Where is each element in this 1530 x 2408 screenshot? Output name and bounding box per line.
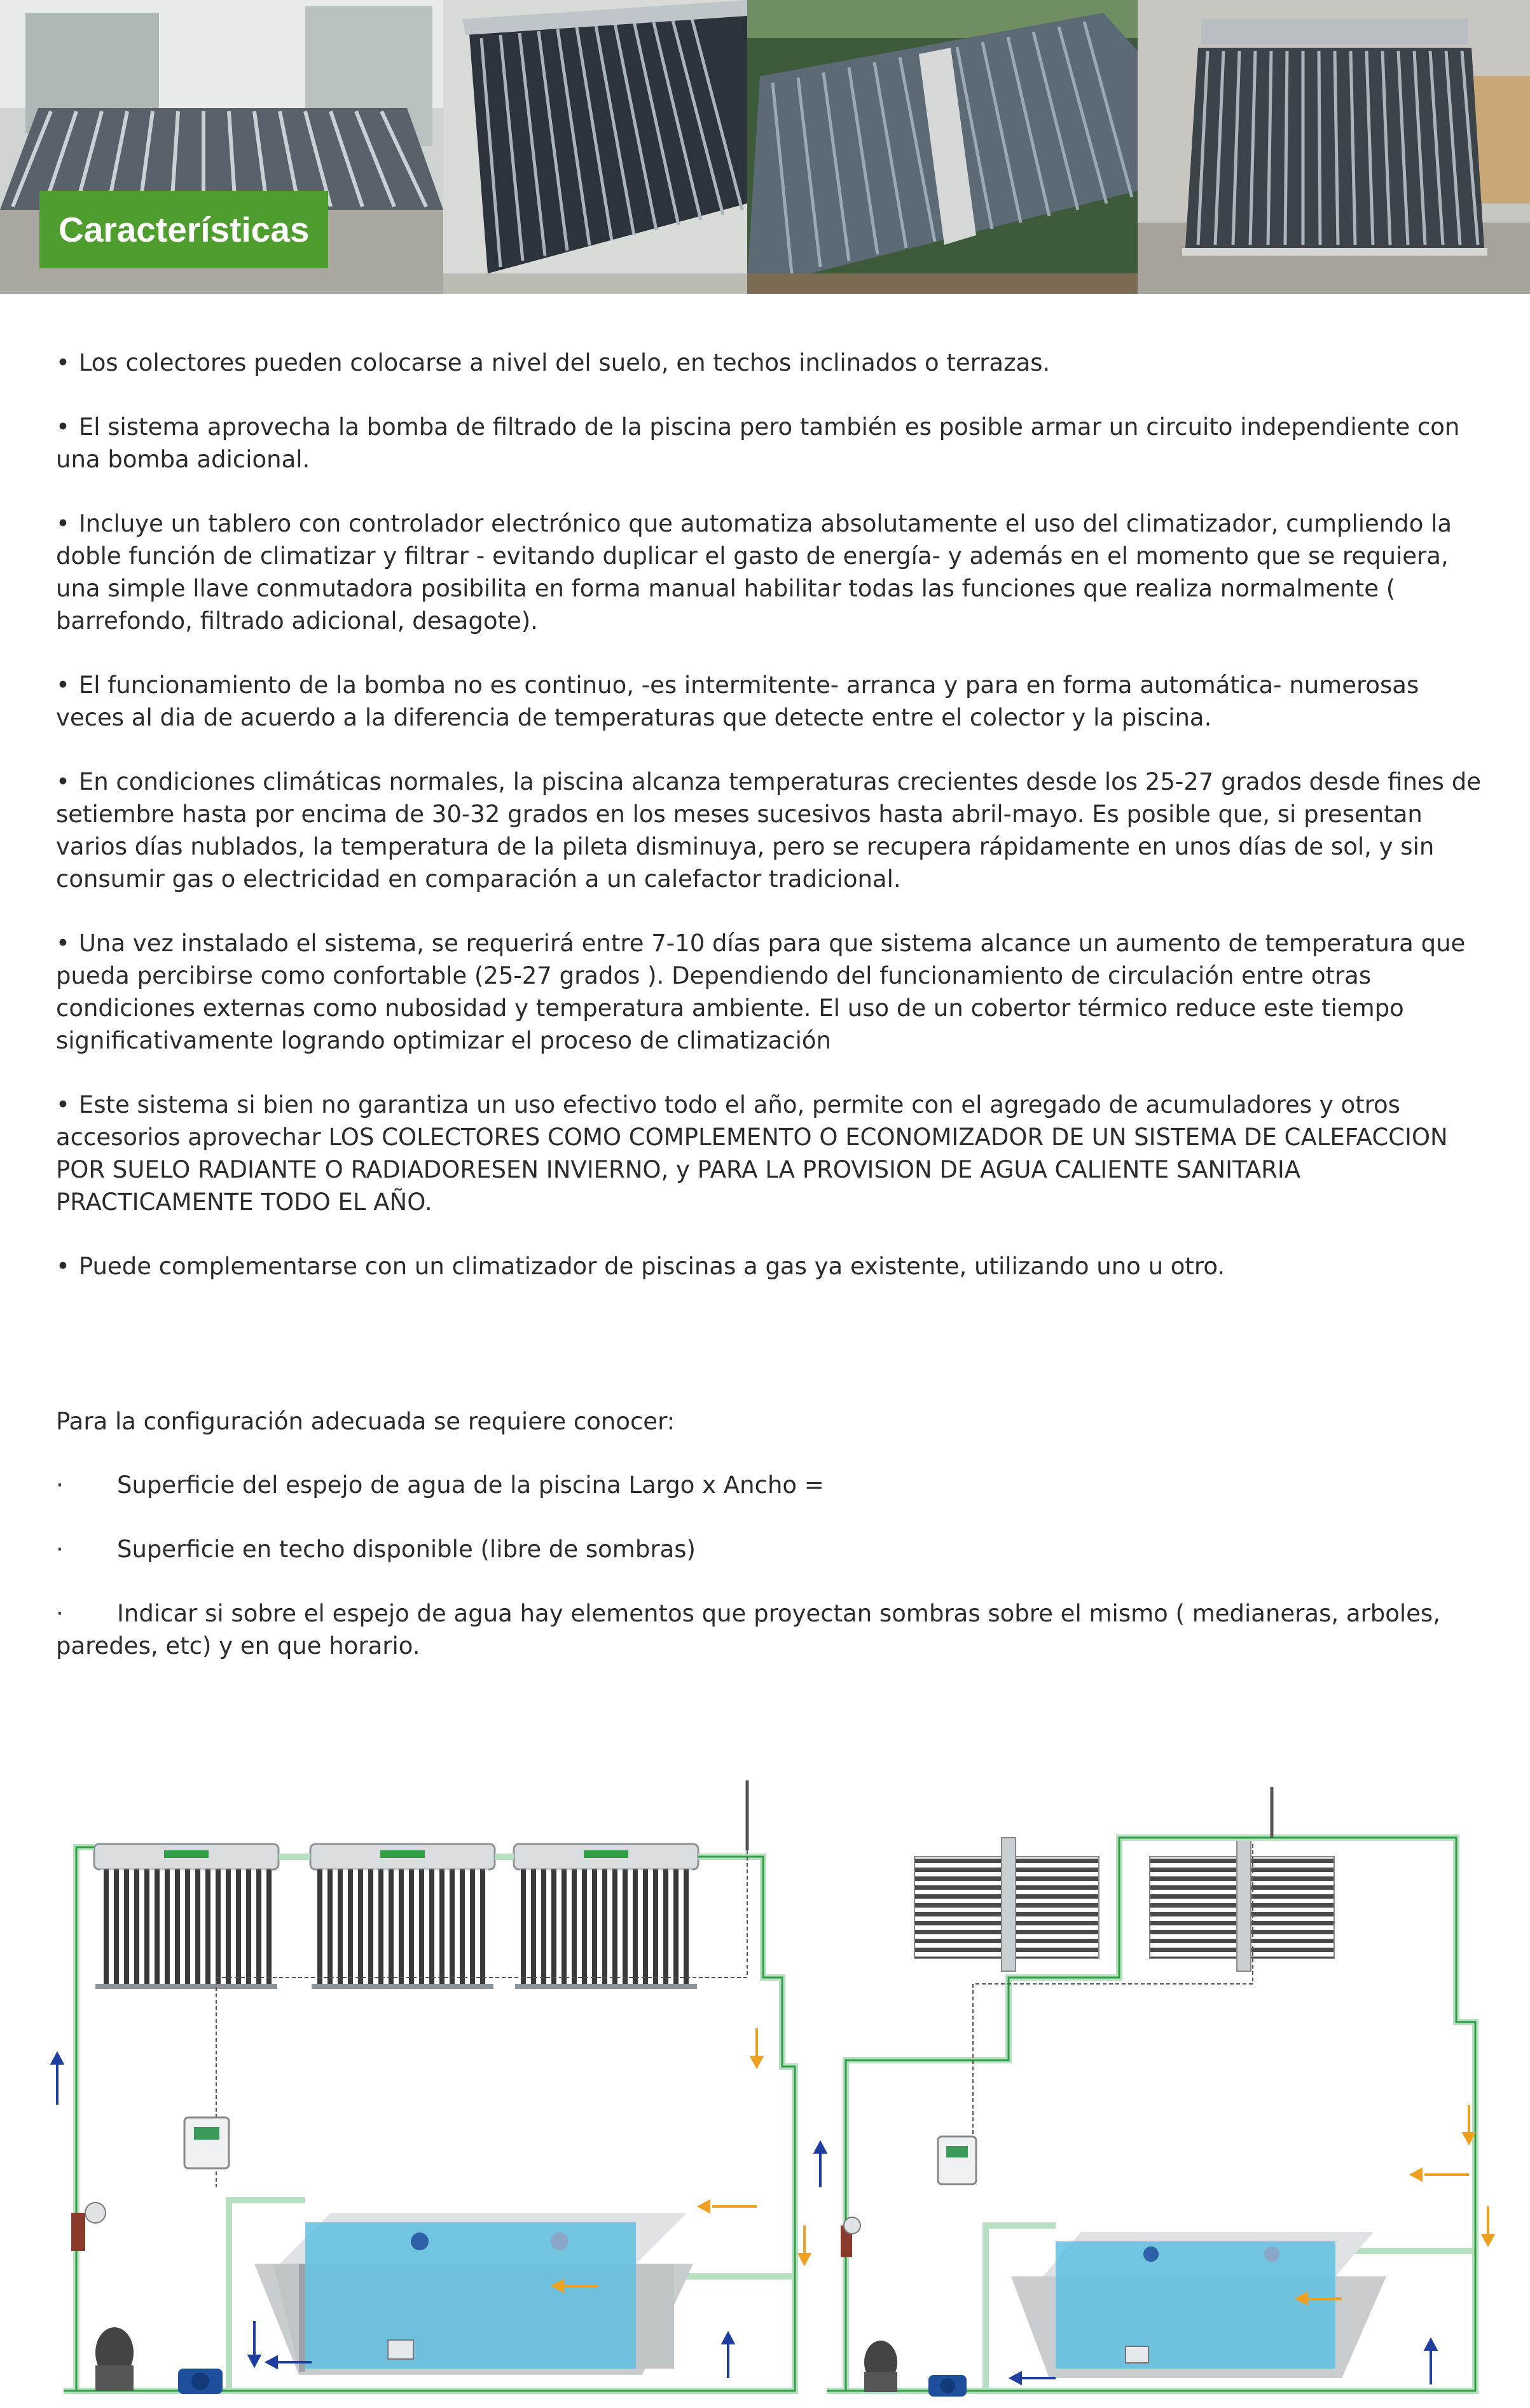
requirement-item [56, 1533, 1484, 1565]
solar-collector-icon [94, 1844, 279, 1989]
bullet-icon: • [56, 768, 70, 795]
requirement-item [56, 1597, 1484, 1662]
solar-collector-icon [914, 1838, 1099, 1971]
pump-icon [928, 2375, 967, 2397]
section-title [39, 191, 328, 268]
requirement-text: Superficie del espejo de agua de la piscina Largo x Ancho = [117, 1471, 824, 1499]
diagram-two-collectors [827, 1787, 1493, 2397]
filter-icon [95, 2327, 134, 2391]
feature-item [56, 669, 1484, 734]
feature-text: Este sistema si bien no garantiza un uso efectivo todo el año, permite con el agregado de acumuladores y otros accesorios aprovechar LOS COLECTORES COMO COMPLEMENTO O ECONOMIZADOR DE UN SISTEMA DE CALEFACCION POR SUELO RADIANTE O RADIADORESEN INVIERNO, y PARA LA PROVISION DE AGUA CALIENTE SANITARIA PRACTICAMENTE TODO EL AÑO. [56, 1091, 1448, 1216]
feature-text: El sistema aprovecha la bomba de filtrado de la piscina pero también es posible armar un circuito independiente con una bomba adicional. [56, 413, 1460, 473]
bullet-icon: • [56, 671, 70, 699]
requirement-item [56, 1469, 1484, 1501]
diagram-three-collectors [52, 1780, 825, 2394]
feature-text: Incluye un tablero con controlador electrónico que automatiza absolutamente el uso del climatizador, cumpliendo la doble función de climatizar y filtrar - evitando duplicar el gasto de energía- y además en el momento que se requiera, una simple llave conmutadora posibilita en forma manual habilitar todas las funciones que realiza normalmente ( barrefondo, filtrado adicional, desagote). [56, 510, 1452, 635]
photo-collector-tilted [443, 0, 747, 294]
list-marker-icon: · [56, 1471, 64, 1499]
bullet-icon: • [56, 510, 70, 537]
photo-collector-warehouse [1138, 0, 1530, 294]
solar-collector-icon [1150, 1838, 1334, 1971]
bullet-icon: • [56, 413, 70, 441]
controller-icon [938, 2136, 976, 2184]
filter-icon [864, 2341, 897, 2392]
feature-item [56, 1250, 1484, 1283]
requirement-text: Indicar si sobre el espejo de agua hay elementos que proyectan sombras sobre el mismo ( medianeras, arboles, paredes, etc) y en que horario. [56, 1600, 1440, 1660]
feature-text: Los colectores pueden colocarse a nivel del suelo, en techos inclinados o terrazas. [78, 349, 1051, 376]
list-marker-icon: · [56, 1536, 64, 1563]
requirements-title: Para la configuración adecuada se requiere conocer: [56, 1408, 675, 1435]
feature-text: Puede complementarse con un climatizador de piscinas a gas ya existente, utilizando uno u otro. [78, 1253, 1225, 1280]
bullet-icon: • [56, 349, 70, 376]
pool-icon [1011, 2232, 1386, 2378]
feature-item [56, 411, 1484, 476]
feature-text: Una vez instalado el sistema, se requerirá entre 7-10 días para que sistema alcance un aumento de temperatura que pueda percibirse como confortable (25-27 grados ). Dependiendo del funcionamiento de circulación entre otras condiciones externas como nubosidad y temperatura ambiente. El uso de un cobertor térmico reduce este tiempo significativamente logrando optimizar el proceso de climatización [56, 930, 1466, 1054]
heater-valve-icon [841, 2217, 860, 2257]
bullet-icon: • [56, 930, 70, 957]
requirements-list [56, 1469, 1484, 1694]
diagrams-svg [0, 1768, 1530, 2405]
feature-item [56, 507, 1484, 637]
controller-icon [184, 2117, 229, 2168]
bullet-icon: • [56, 1253, 70, 1280]
feature-text: El funcionamiento de la bomba no es continuo, -es intermitente- arranca y para en forma automática- numerosas veces al dia de acuerdo a la diferencia de temperaturas que detecte entre el colector y la piscina. [56, 671, 1419, 731]
pool-icon [254, 2213, 693, 2375]
feature-item [56, 347, 1484, 379]
installation-diagrams [0, 1768, 1530, 2405]
solar-collector-icon [514, 1844, 698, 1989]
solar-collector-icon [310, 1844, 495, 1989]
pump-icon [178, 2369, 223, 2394]
feature-item [56, 1089, 1484, 1218]
feature-item [56, 927, 1484, 1057]
feature-text: En condiciones climáticas normales, la piscina alcanza temperaturas crecientes desde los 25-27 grados desde fines de setiembre hasta por encima de 30-32 grados en los meses sucesivos hasta abril-mayo. Es posible que, si presentan varios días nublados, la temperatura de la pileta disminuya, pero se recupera rápidamente en unos días de sol, y sin consumir gas o electricidad en comparación a un calefactor tradicional. [56, 768, 1481, 893]
photo-collector-roof [747, 0, 1138, 294]
feature-item [56, 766, 1484, 895]
features-list [56, 347, 1484, 1314]
requirement-text: Superficie en techo disponible (libre de sombras) [117, 1536, 696, 1563]
list-marker-icon: · [56, 1600, 64, 1627]
bullet-icon: • [56, 1091, 70, 1118]
section-title-text: Características [59, 210, 310, 249]
